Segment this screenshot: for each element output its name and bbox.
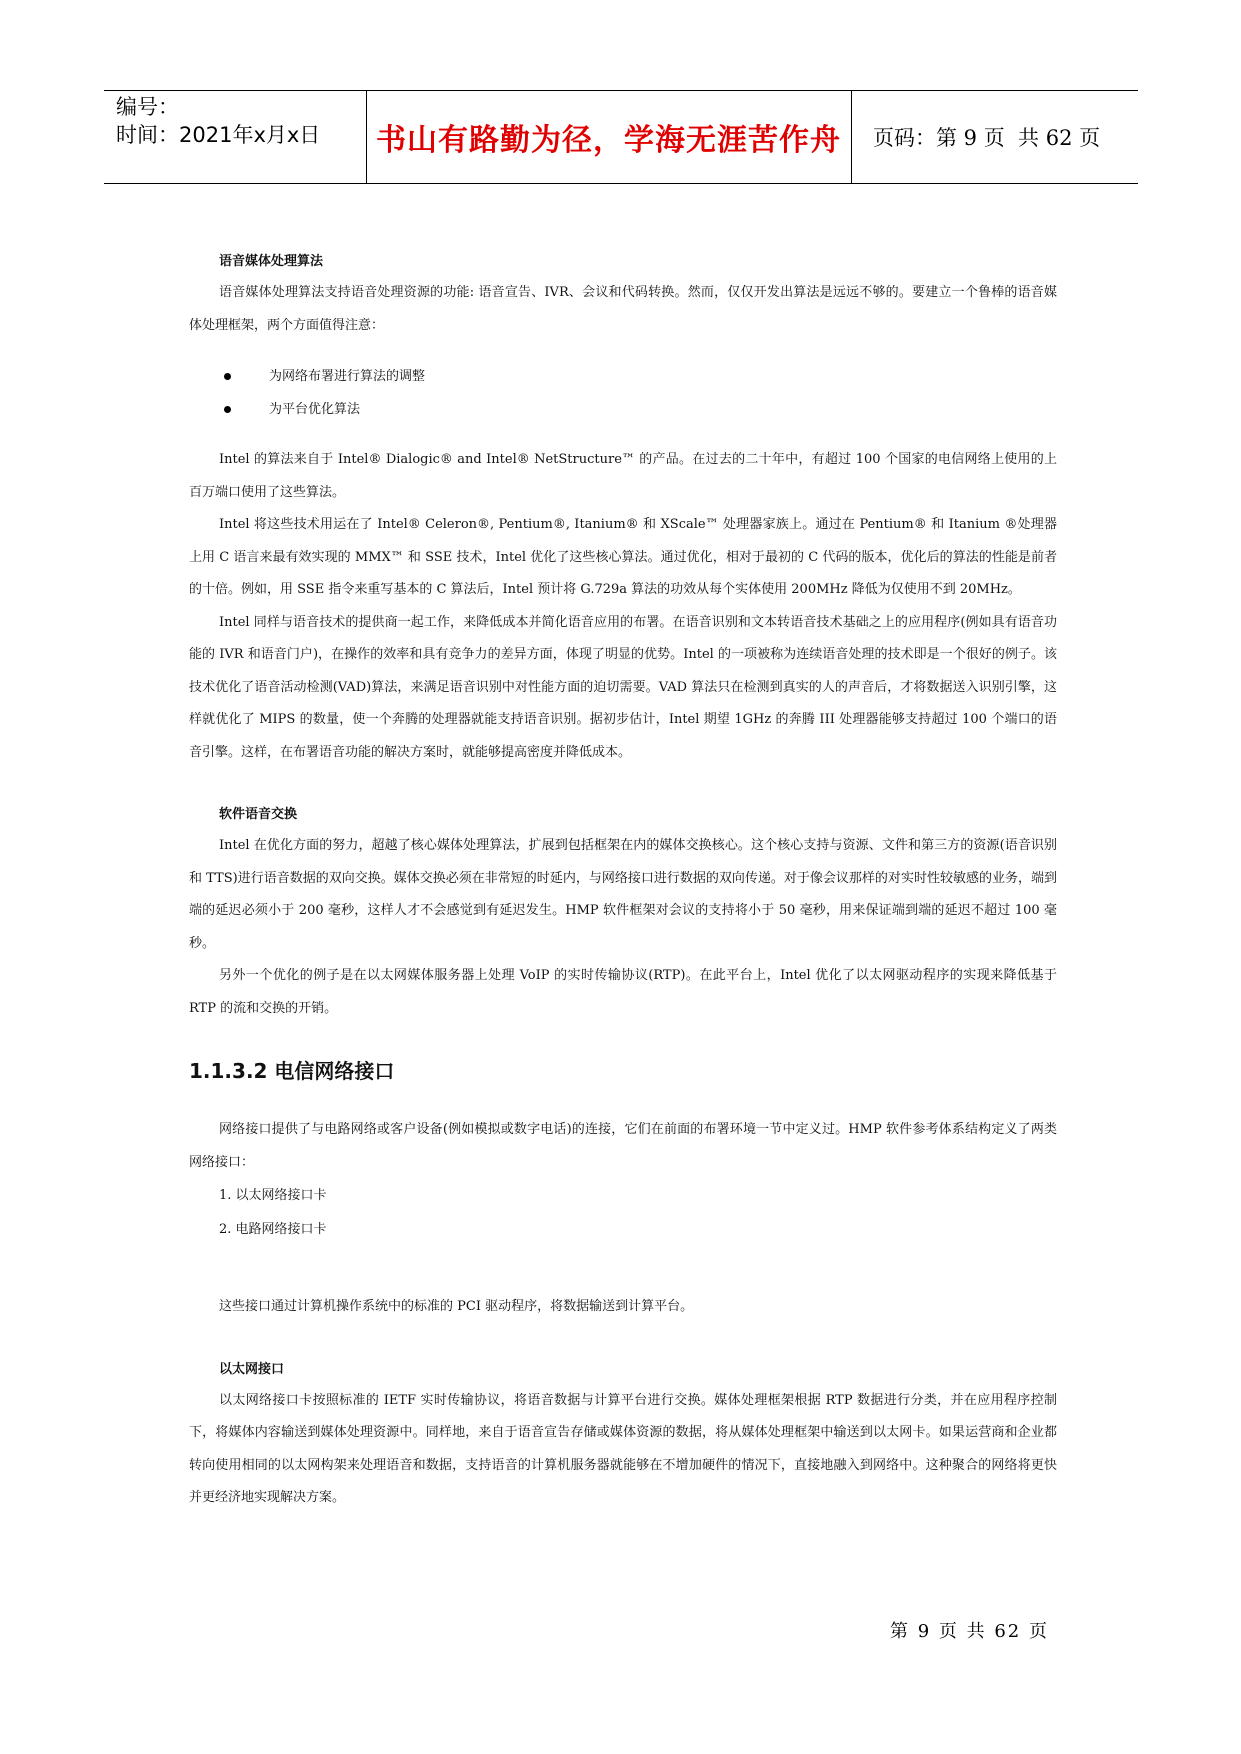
page-info-text: 页码：第 9 页 共 62 页 <box>873 126 1101 150</box>
page-header <box>104 90 1138 184</box>
document-body <box>189 238 1057 1515</box>
paragraph-soft-2: 另外一个优化的例子是在以太网媒体服务器上处理 VoIP 的实时传输协议(RTP)。在此平台上，Intel 优化了以太网驱动程序的实现来降低基于 RTP 的流和交换的开销。 <box>189 968 1057 1016</box>
bullet-icon <box>224 373 231 380</box>
heading-telecom-interface: 1.1.3.2 电信网络接口 <box>189 1059 395 1083</box>
list-item: 为网络布署进行算法的调整 <box>224 360 1057 393</box>
paragraph-soft-1: Intel 在优化方面的努力，超越了核心媒体处理算法，扩展到包括框架在内的媒体交换核心。这个核心支持与资源、文件和第三方的资源(语音识别和 TTS)进行语音数据的双向交换。媒体交换必须在非常短的时延内，与网络接口进行数据的双向传递。对于像会议那样的对实时性较敏感的业务，端到端的延迟必须小于 200 毫秒，这样人才不会感觉到有延迟发生。HMP 软件框架对会议的支持将小于 50 毫秒，用来保证端到端的延迟不超过 100 毫秒。 <box>189 838 1057 951</box>
section-title-voice-algo: 语音媒体处理算法 <box>219 254 324 269</box>
section-title-ethernet: 以太网接口 <box>219 1361 285 1377</box>
numbered-list <box>219 1179 1057 1247</box>
section-title-soft-switch: 软件语音交换 <box>219 807 298 822</box>
paragraph-net-1: 网络接口提供了与电路网络或客户设备(例如模拟或数字电话)的连接，它们在前面的布署环境一节中定义过。HMP 软件参考体系结构定义了两类网络接口： <box>189 1122 1057 1170</box>
paragraph-intel-1: Intel 的算法来自于 Intel® Dialogic® and Intel® NetStructure™ 的产品。在过去的二十年中，有超过 100 个国家的电信网络上使用的上百万端口使用了这些算法。 <box>189 452 1057 500</box>
header-motto: 书山有路勤为径，学海无涯苦作舟 <box>366 91 852 183</box>
doc-number-label: 编号： <box>116 95 179 119</box>
doc-time-label: 时间：2021年x月x日 <box>116 123 321 147</box>
paragraph-intel-2: Intel 将这些技术用运在了 Intel® Celeron®, Pentium®, Itanium® 和 XScale™ 处理器家族上。通过在 Pentium® 和 Itanium ®处理器上用 C 语言来最有效实现的 MMX™ 和 SSE 技术，Intel 优化了这些核心算法。通过优化，相对于最初的 C 代码的版本，优化后的算法的性能是前者的十倍。例如，用 SSE 指令来重写基本的 C 算法后，Intel 预计将 G.729a 算法的功效从每个实体使用 200MHz 降低为仅使用不到 20MHz。 <box>189 517 1057 597</box>
paragraph-net-2: 这些接口通过计算机操作系统中的标准的 PCI 驱动程序，将数据输送到计算平台。 <box>219 1299 694 1314</box>
header-meta <box>104 91 367 183</box>
paragraph-eth-1: 以太网络接口卡按照标准的 IETF 实时传输协议，将语音数据与计算平台进行交换。媒体处理框架根据 RTP 数据进行分类，并在应用程序控制下，将媒体内容输送到媒体处理资源中。同样地，来自于语音宣告存储或媒体资源的数据，将从媒体处理框架中输送到以太网卡。如果运营商和企业都转向使用相同的以太网构架来处理语音和数据，支持语音的计算机服务器就能够在不增加硬件的情况下，直接地融入到网络中。这种聚合的网络将更快并更经济地实现解决方案。 <box>189 1392 1057 1505</box>
list-item: 2. 电路网络接口卡 <box>219 1222 327 1237</box>
paragraph-intel-3: Intel 同样与语音技术的提供商一起工作，来降低成本并简化语音应用的布署。在语音识别和文本转语音技术基础之上的应用程序(例如具有语音功能的 IVR 和语音门户)，在操作的效率和具有竞争力的差异方面，体现了明显的优势。Intel 的一项被称为连续语音处理的技术即是一个很好的例子。该技术优化了语音活动检测(VAD)算法，来满足语音识别中对性能方面的迫切需要。VAD 算法只在检测到真实的人的声音后，才将数据送入识别引擎，这样就优化了 MIPS 的数量，使一个奔腾的处理器就能支持语音识别。据初步估计，Intel 期望 1GHz 的奔腾 III 处理器能够支持超过 100 个端口的语音引擎。这样，在布署语音功能的解决方案时，就能够提高密度并降低成本。 <box>189 614 1057 760</box>
bullet-icon <box>224 406 231 413</box>
header-page-info <box>851 91 1138 183</box>
list-item: 为平台优化算法 <box>224 393 1057 426</box>
bullet-list <box>224 360 1057 426</box>
list-item: 1. 以太网络接口卡 <box>219 1188 327 1203</box>
page-footer: 第 9 页 共 62 页 <box>890 1621 1049 1642</box>
paragraph-voice-algo: 语音媒体处理算法支持语音处理资源的功能: 语音宣告、IVR、会议和代码转换。然而，仅仅开发出算法是远远不够的。要建立一个鲁棒的语音媒体处理框架，两个方面值得注意： <box>189 285 1057 333</box>
